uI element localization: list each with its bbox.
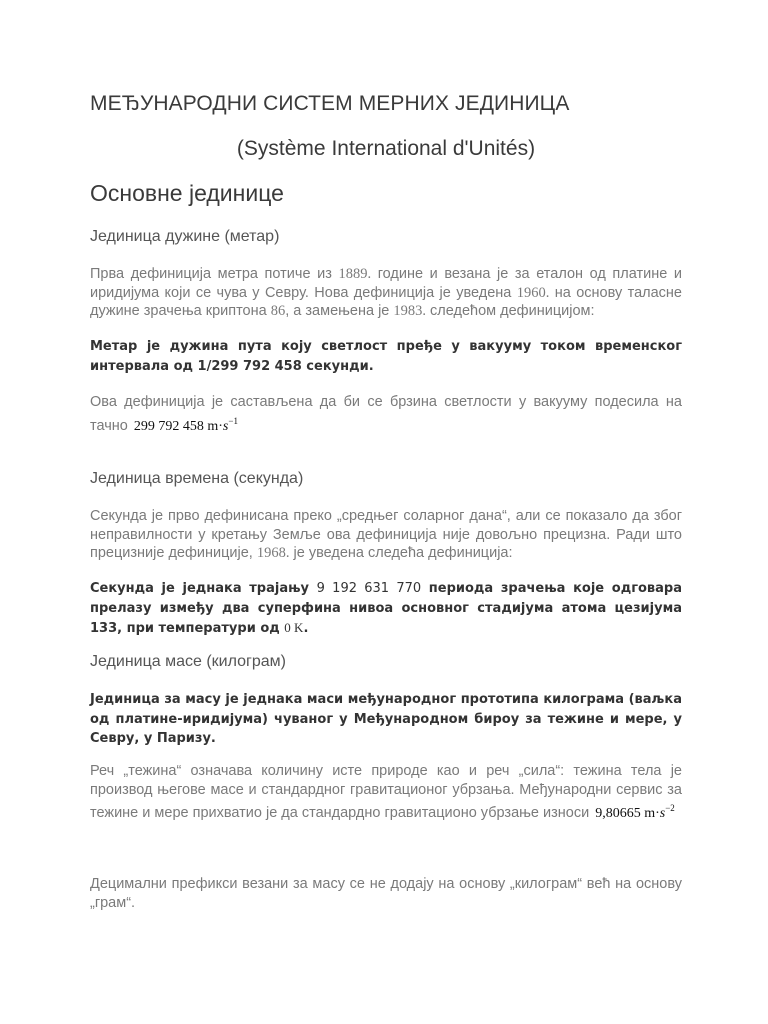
length-paragraph-1: Прва дефиниција метра потиче из 1889. године и везана је за еталон од платине и иридијума који се чува у Севру. Нова дефиниција је уведена 1960. на основу таласне дужине зрачења криптона 86, а замењена је 1983. следећом дефиницијом: [90,266,682,319]
speed-of-light-formula: 299 792 458 $m\cdot s^{-1}$ [133,415,238,434]
document-title: МЕЂУНАРОДНИ СИСТЕМ МЕРНИХ ЈЕДИНИЦА [90,92,570,115]
mass-paragraph-2: Децимални префикси везани за масу се не додају на основу „килограм“ већ на основу „грам“. [90,876,682,911]
time-heading: Јединица времена (секунда) [90,470,304,487]
time-paragraph-1: Секунда је прво дефинисана преко „средњег соларног дана“, али се показало да због неправилности у кретању Земље ова дефиниција није довољно прецизна. Ради што прецизније дефиниције, 1968. је уведена следећа дефиниција: [90,508,682,561]
gravity-acceleration-formula: 9,80665 $m\cdot s^{-2}$ [595,803,675,821]
meter-definition: Метар је дужина пута коју светлост пређе у вакууму током временског интервала од 1/299 792 458 секунди. [90,339,682,374]
length-paragraph-2: Ова дефиниција је састављена да би се брзина светлости у вакууму подесила на тачно 299 792 458 $m\cdot s^{-1}$ [90,394,682,434]
section-heading: Основне јединице [90,180,284,206]
kilogram-definition: Јединица за масу је једнака маси међународног прототипа килограма (ваљка од платине-иридијума) чуваног у Међународном бироу за тежине и мере, у Севру, у Паризу. [90,692,682,746]
document-subtitle: (Système International d'Unités) [236,137,536,160]
length-heading: Јединица дужине (метар) [90,228,280,245]
second-definition: Секунда је једнака трајању 9 192 631 770 периода зрачења које одговара прелазу између два суперфина нивоа основног стадијума атома цезијума 133, при температури од 0 K. [90,581,682,636]
mass-paragraph-1: Реч „тежина“ означава количину исте природе као и реч „сила“: тежина тела је производ његове масе и стандардног гравитационог убрзања. Међународни сервис за тежине и мере прихватио је да стандардно гравитационо убрзање износи 9,80665 $m\cdot s^{-2}$ [90,763,682,821]
mass-heading: Јединица масе (килограм) [90,653,286,670]
